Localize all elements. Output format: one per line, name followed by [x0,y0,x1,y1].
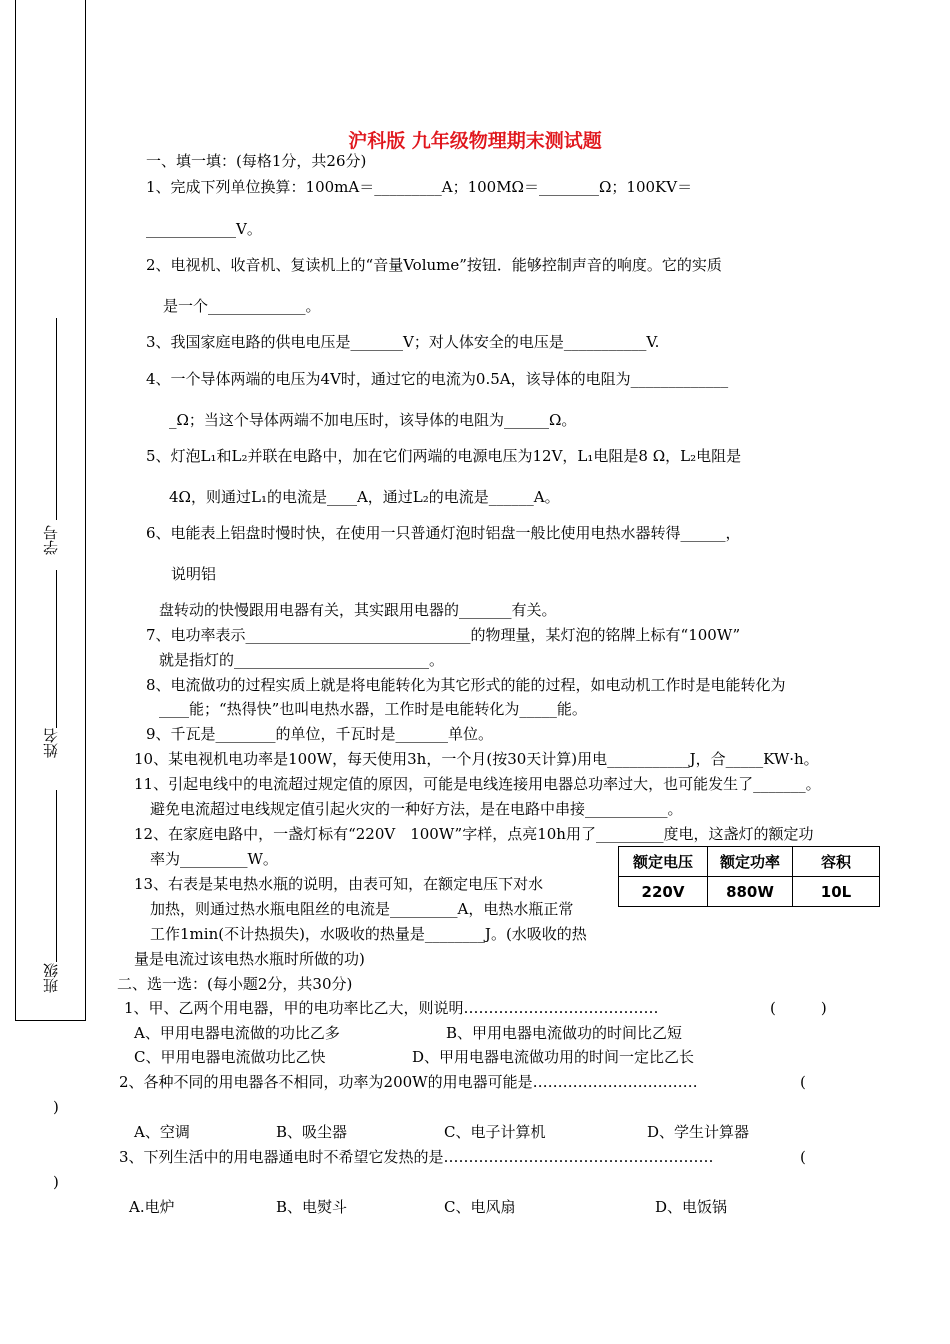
page-title: 沪科版 九年级物理期末测试题 [348,130,602,152]
spec-header-power: 额定功率 [708,847,793,877]
q1-line2: ____________V。 [146,220,262,238]
q7-line2: 就是指灯的__________________________。 [159,651,445,669]
q2-line2: 是一个_____________。 [163,297,321,315]
q13-line1: 13、右表是某电热水瓶的说明，由表可知，在额定电压下对水 [134,875,544,893]
c3-option-b: B、电熨斗 [276,1198,348,1216]
q5-line1: 5、灯泡L₁和L₂并联在电路中，加在它们两端的电源电压为12V，L₁电阻是8 Ω，L₂电阻是 [146,447,742,465]
q6-line3: 盘转动的快慢跟用电器有关，其实跟用电器的_______有关。 [159,601,557,619]
c3-paren-open: ( [800,1148,806,1166]
q13-line3: 工作1min(不计热损失)，水吸收的热量是________J。(水吸收的热 [150,925,587,943]
c3-option-d: D、电饭锅 [655,1198,728,1216]
banji-label: 班级 [42,963,60,993]
c2-option-c: C、电子计算机 [444,1123,546,1141]
c1-option-a: A、甲用电器电流做的功比乙多 [134,1024,340,1042]
c2-option-b: B、吸尘器 [276,1123,348,1141]
section2-heading: 二、选一选：(每小题2分，共30分) [117,975,353,993]
c3-paren-close: ) [53,1173,59,1191]
section1-heading: 一、填一填：(每格1分，共26分) [146,152,367,170]
c3-option-a: A.电炉 [129,1198,175,1216]
c1-option-b: B、甲用电器电流做功的时间比乙短 [446,1024,683,1042]
c1-paren: ( ) [770,999,827,1017]
spec-value-row [619,877,880,907]
spec-table [618,846,880,907]
q6-line1: 6、电能表上铝盘时慢时快，在使用一只普通灯泡时铝盘一般比使用电热水器转得______， [146,524,741,542]
c2-option-a: A、空调 [134,1123,190,1141]
q10: 10、某电视机电功率是100W，每天使用3h，一个月(按30天计算)用电___________J，合_____KW·h。 [134,750,819,768]
spec-value-voltage: 220V [619,877,708,907]
q7-line1: 7、电功率表示______________________________的物理量，某灯泡的铭牌上标有“100W” [146,626,741,644]
c2-paren-close: ) [53,1098,59,1116]
q13-line2: 加热，则通过热水瓶电阻丝的电流是_________A，电热水瓶正常 [150,900,574,918]
spec-header-voltage: 额定电压 [619,847,708,877]
q6-line2: 说明铝 [171,565,217,583]
xingming-line [56,570,57,728]
spec-header-capacity: 容积 [793,847,880,877]
banji-line [56,790,57,962]
c2-option-d: D、学生计算器 [647,1123,750,1141]
spec-value-power: 880W [708,877,793,907]
c3-stem: 3、下列生活中的用电器通电时不希望它发热的是……………………………………………… [119,1148,714,1166]
q5-line2: 4Ω，则通过L₁的电流是____A，通过L₂的电流是______A。 [169,488,560,506]
q2-line1: 2、电视机、收音机、复读机上的“音量Volume”按钮．能够控制声音的响度。它的实质 [146,256,722,274]
c1-stem: 1、甲、乙两个用电器，甲的电功率比乙大，则说明………………………………… [124,999,659,1017]
binding-margin [15,0,86,1021]
q11-line2: 避免电流超过电线规定值引起火灾的一种好方法，是在电路中串接___________。 [150,800,683,818]
q4-line1: 4、一个导体两端的电压为4V时，通过它的电流为0.5A，该导体的电阻为_____________ [146,370,729,388]
q12-line2: 率为_________W。 [150,850,278,868]
q12-line1: 12、在家庭电路中，一盏灯标有“220V 100W”字样，点亮10h用了_________度电，这盏灯的额定功 [134,825,814,843]
c2-paren-open: ( [800,1073,806,1091]
spec-value-capacity: 10L [793,877,880,907]
xuehao-line [56,318,57,520]
q11-line1: 11、引起电线中的电流超过规定值的原因，可能是电线连接用电器总功率过大，也可能发生了_______。 [134,775,821,793]
q13-line4: 量是电流过该电热水瓶时所做的功) [134,950,365,968]
q9: 9、千瓦是________的单位，千瓦时是_______单位。 [146,725,494,743]
xuehao-label: 学号 [42,525,60,555]
c1-option-c: C、甲用电器电流做功比乙快 [134,1048,326,1066]
xingming-label: 姓名 [42,728,60,758]
q8-line2: ____能；“热得快”也叫电热水器，工作时是电能转化为_____能。 [159,700,587,718]
spec-header-row [619,847,880,877]
c3-option-c: C、电风扇 [444,1198,516,1216]
q3: 3、我国家庭电路的供电电压是_______V；对人体安全的电压是___________V. [146,333,660,351]
c2-stem: 2、各种不同的用电器各不相同，功率为200W的用电器可能是…………………………… [119,1073,698,1091]
q8-line1: 8、电流做功的过程实质上就是将电能转化为其它形式的能的过程，如电动机工作时是电能转化为 [146,676,786,694]
q4-line2: _Ω；当这个导体两端不加电压时，该导体的电阻为______Ω。 [169,411,577,429]
q1-line1: 1、完成下列单位换算：100mA＝_________A；100MΩ＝________Ω；100KV＝ [146,178,693,196]
c1-option-d: D、甲用电器电流做功用的时间一定比乙长 [412,1048,695,1066]
